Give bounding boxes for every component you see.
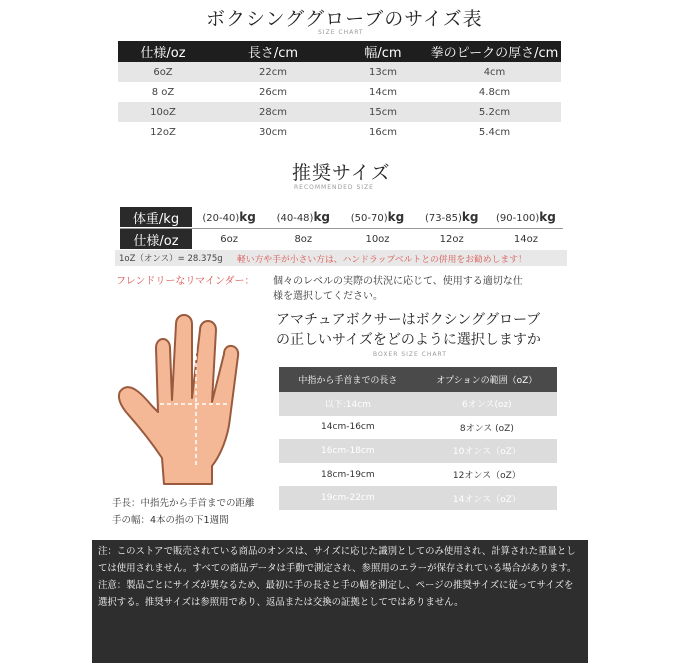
table-cell: 10オンス（oZ） [417, 439, 557, 463]
table-cell: 5.2cm [428, 102, 561, 122]
footer-note-2: 注意：製品ごとにサイズが異なるため、最初に手の長さと手の幅を測定し、ページの推奨サイズに従ってサイズを選択する。推奨サイズは参照用であり、返品または交換の証拠としてではありません。 [98, 580, 574, 608]
size-chart-header-cell: 拳のピークの厚さ/cm [428, 41, 561, 62]
footer-note-1: 注：このストアで販売されている商品のオンスは、サイズに応じた識別としてのみ使用され、計算された重量としては使用されません。すべての商品データは手動で測定され、参照用のエラーが保存されている場合があります。 [98, 546, 577, 574]
table-cell: 22cm [208, 62, 338, 82]
table-cell: 12oZ [118, 122, 208, 142]
table-cell: 15cm [338, 102, 428, 122]
table-cell: 8 oZ [118, 82, 208, 102]
recommended-subtitle: RECOMMENDED SIZE [294, 184, 374, 191]
reminder-label: フレンドリーなリマインダー： [116, 276, 255, 287]
boxer-subtitle: BOXER SIZE CHART [373, 351, 447, 358]
table-row [279, 486, 557, 510]
table-cell: 30cm [208, 122, 338, 142]
size-chart-subtitle: SIZE CHART [318, 29, 364, 36]
table-cell: 4.8cm [428, 82, 561, 102]
hand-icon [119, 315, 238, 484]
table-row [118, 102, 561, 122]
size-chart-header-cell: 幅/cm [338, 41, 428, 62]
spec-cell: 10oz [365, 233, 390, 245]
table-row [118, 122, 561, 142]
boxer-header-row [279, 367, 557, 392]
table-cell: 16cm-18cm [279, 439, 417, 463]
footer-note [92, 540, 588, 663]
table-cell: 6oZ [118, 62, 208, 82]
wrap-note: 軽い方や手が小さい方は、ハンドラップベルトとの併用をお勧めします！ [237, 255, 527, 265]
ounce-note: 1oZ（オンス）= 28.375g [119, 254, 223, 264]
table-cell: 4cm [428, 62, 561, 82]
boxer-title-line2: の正しいサイズをどのように選択しますか [276, 332, 541, 348]
table-row [118, 62, 561, 82]
table-cell: 16cm [338, 122, 428, 142]
table-row [279, 439, 557, 463]
recommended-title: 推奨サイズ [292, 162, 391, 184]
boxer-title-line1: アマチュアボクサーはボクシンググローブ [276, 312, 541, 328]
weight-cell: (90-100)kg [496, 210, 556, 224]
table-cell: 14cm-16cm [279, 416, 417, 440]
spec-cell: 12oz [439, 233, 464, 245]
weight-label: 体重/kg [120, 207, 192, 227]
table-cell: 6オンス(oz) [417, 392, 557, 416]
table-cell: 以下:14cm [279, 392, 417, 416]
weight-cell: (20-40)kg [202, 210, 256, 224]
spec-row [120, 229, 563, 249]
size-chart-header-cell: 仕様/oz [118, 41, 208, 62]
table-cell: 5.4cm [428, 122, 561, 142]
size-chart-title: ボクシンググローブのサイズ表 [206, 8, 483, 30]
table-cell: 10oZ [118, 102, 208, 122]
weight-cell: (50-70)kg [350, 210, 405, 224]
table-row [279, 416, 557, 440]
table-cell: 8オンス (oZ) [417, 416, 557, 440]
spec-cell: 14oz [513, 233, 538, 245]
table-row [118, 82, 561, 102]
table-row [279, 463, 557, 487]
size-chart-header-cell: 長さ/cm [208, 41, 338, 62]
spec-label: 仕様/oz [120, 229, 192, 249]
hand-caption-length: 手長：中指先から手首までの距離 [112, 498, 255, 509]
table-cell: 14オンス（oZ） [417, 486, 557, 510]
size-chart-table [118, 41, 561, 142]
reminder-text-line2: 様を選択してください。 [273, 291, 383, 302]
size-chart-header-row [118, 41, 561, 62]
spec-cell: 6oz [220, 233, 238, 245]
boxer-header-cell: 中指から手首までの長さ [279, 367, 417, 392]
reminder-text-line1: 個々のレベルの実際の状況に応じて、使用する適切な仕 [273, 276, 523, 287]
weight-row [120, 207, 563, 227]
weight-cell: (73-85)kg [424, 210, 479, 224]
boxer-size-table [279, 367, 557, 510]
table-cell: 12オンス（oZ） [417, 463, 557, 487]
table-cell: 19cm-22cm [279, 486, 417, 510]
spec-cell: 8oz [294, 233, 313, 245]
hand-caption-width: 手の幅：4本の指の下1週間 [112, 515, 229, 526]
table-cell: 13cm [338, 62, 428, 82]
table-cell: 28cm [208, 102, 338, 122]
table-row [279, 392, 557, 416]
boxer-header-cell: オプションの範囲（oZ） [417, 367, 557, 392]
hand-illustration [112, 308, 272, 492]
table-cell: 18cm-19cm [279, 463, 417, 487]
table-cell: 26cm [208, 82, 338, 102]
table-cell: 14cm [338, 82, 428, 102]
weight-cell: (40-48)kg [276, 210, 331, 224]
